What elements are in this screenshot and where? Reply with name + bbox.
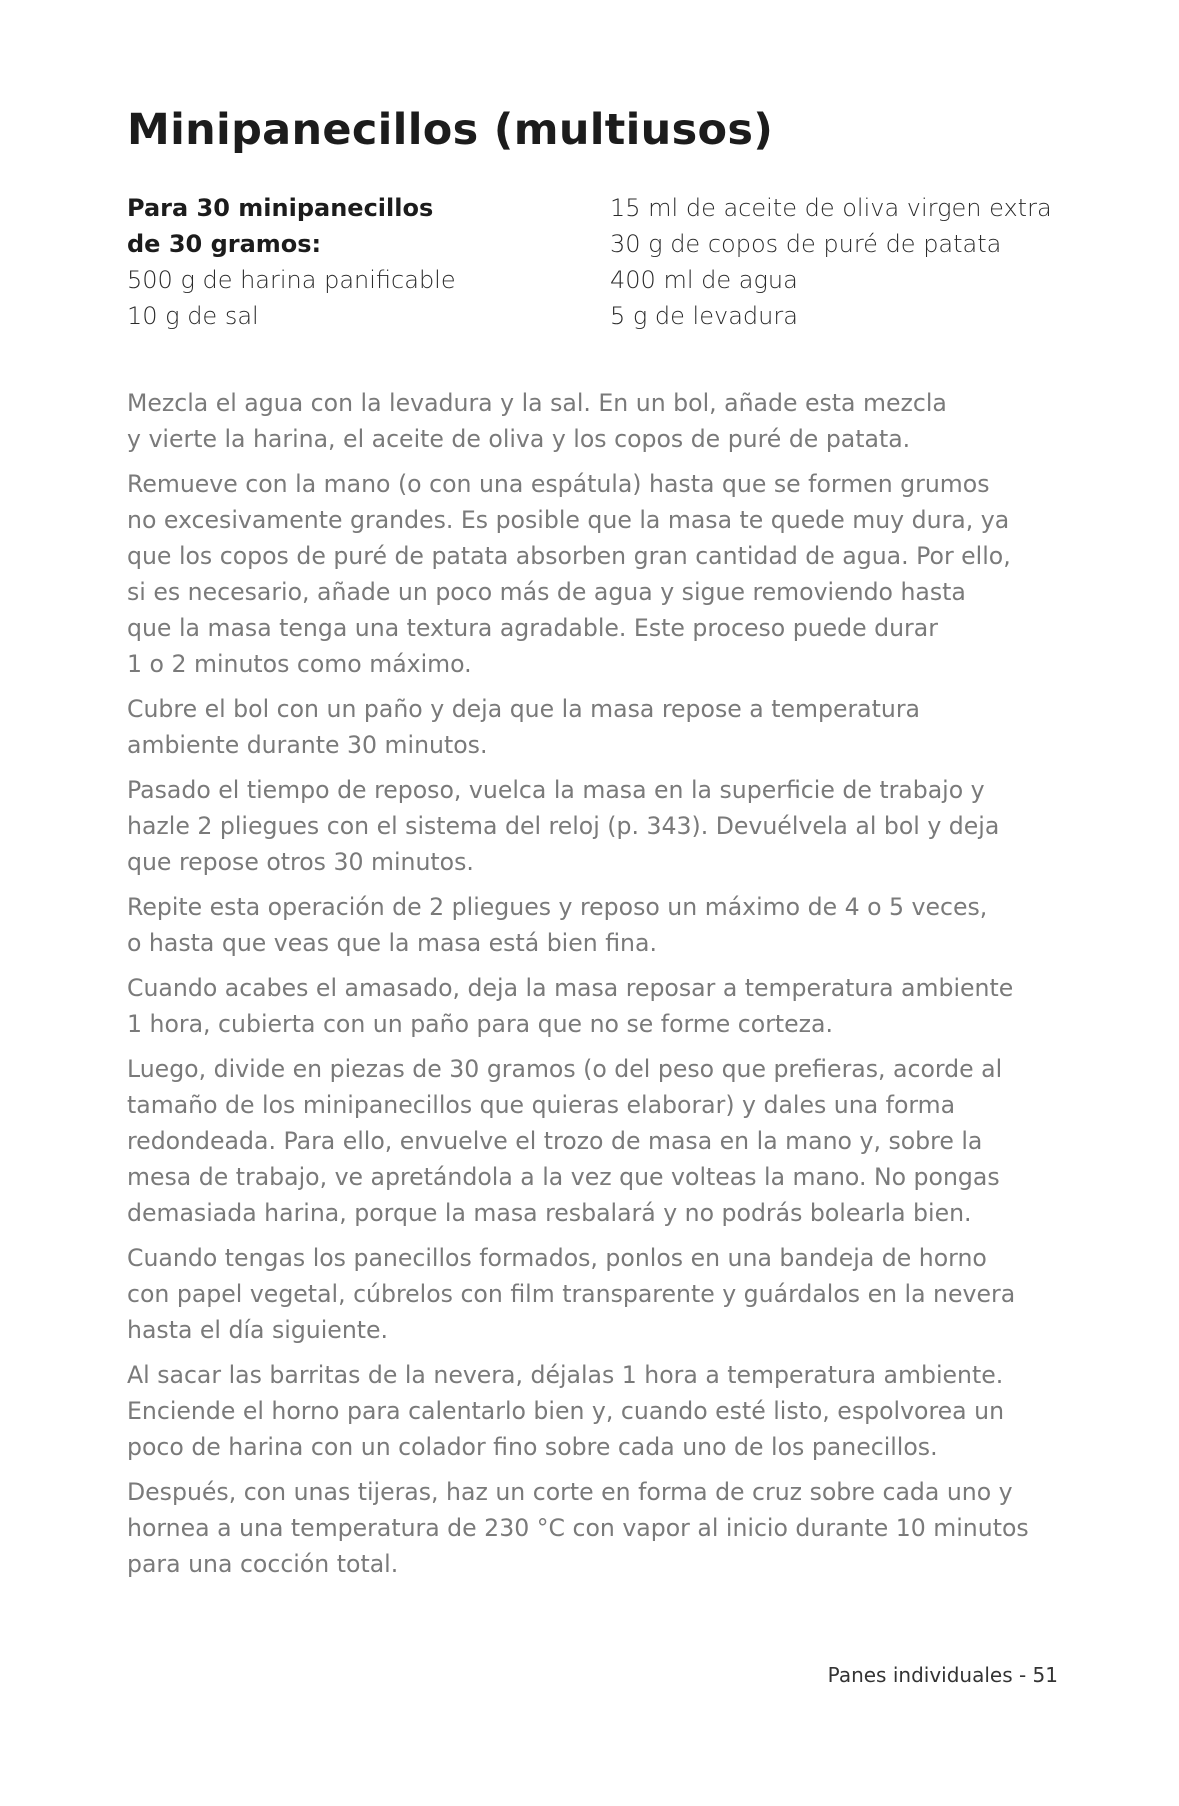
paragraph-line: Cuando tengas los panecillos formados, ponlos en una bandeja de horno xyxy=(127,1244,987,1272)
paragraph-line: Enciende el horno para calentarlo bien y, cuando esté listo, espolvorea un xyxy=(127,1397,1005,1425)
method-paragraph xyxy=(127,466,1077,682)
paragraph-line: que repose otros 30 minutos. xyxy=(127,848,474,876)
paragraph-line: demasiada harina, porque la masa resbalará y no podrás bolearla bien. xyxy=(127,1199,972,1227)
method-paragraph xyxy=(127,691,1077,763)
paragraph-line: para una cocción total. xyxy=(127,1550,399,1578)
paragraph-line: ambiente durante 30 minutos. xyxy=(127,731,488,759)
method-text xyxy=(127,385,1077,1591)
ingredients-heading-line: Para 30 minipanecillos xyxy=(127,194,434,222)
paragraph-line: Al sacar las barritas de la nevera, déjalas 1 hora a temperatura ambiente. xyxy=(127,1361,1004,1389)
recipe-title: Minipanecillos (multiusos) xyxy=(127,105,774,155)
ingredient-line: 500 g de harina panificable xyxy=(127,266,456,294)
page-footer: Panes individuales - 51 xyxy=(827,1663,1058,1687)
ingredient-line: 10 g de sal xyxy=(127,302,259,330)
method-paragraph xyxy=(127,1357,1077,1465)
method-paragraph xyxy=(127,385,1077,457)
paragraph-line: que la masa tenga una textura agradable. Este proceso puede durar xyxy=(127,614,938,642)
paragraph-line: 1 o 2 minutos como máximo. xyxy=(127,650,472,678)
method-paragraph xyxy=(127,889,1077,961)
paragraph-line: o hasta que veas que la masa está bien fina. xyxy=(127,929,657,957)
paragraph-line: Mezcla el agua con la levadura y la sal. En un bol, añade esta mezcla xyxy=(127,389,947,417)
paragraph-line: Luego, divide en piezas de 30 gramos (o del peso que prefieras, acorde al xyxy=(127,1055,1003,1083)
paragraph-line: poco de harina con un colador fino sobre cada uno de los panecillos. xyxy=(127,1433,938,1461)
ingredient-line: 30 g de copos de puré de patata xyxy=(610,230,1002,258)
paragraph-line: Pasado el tiempo de reposo, vuelca la masa en la superficie de trabajo y xyxy=(127,776,985,804)
paragraph-line: no excesivamente grandes. Es posible que la masa te quede muy dura, ya xyxy=(127,506,1010,534)
method-paragraph xyxy=(127,1240,1077,1348)
paragraph-line: si es necesario, añade un poco más de agua y sigue removiendo hasta xyxy=(127,578,966,606)
paragraph-line: Después, con unas tijeras, haz un corte en forma de cruz sobre cada uno y xyxy=(127,1478,1013,1506)
paragraph-line: con papel vegetal, cúbrelos con film transparente y guárdalos en la nevera xyxy=(127,1280,1016,1308)
paragraph-line: que los copos de puré de patata absorben gran cantidad de agua. Por ello, xyxy=(127,542,1011,570)
paragraph-line: redondeada. Para ello, envuelve el trozo de masa en la mano y, sobre la xyxy=(127,1127,983,1155)
paragraph-line: hasta el día siguiente. xyxy=(127,1316,389,1344)
paragraph-line: y vierte la harina, el aceite de oliva y los copos de puré de patata. xyxy=(127,425,911,453)
method-paragraph xyxy=(127,970,1077,1042)
ingredient-line: 5 g de levadura xyxy=(610,302,798,330)
ingredient-line: 15 ml de aceite de oliva virgen extra xyxy=(610,194,1052,222)
ingredients-right-column xyxy=(610,190,1080,334)
paragraph-line: Cuando acabes el amasado, deja la masa reposar a temperatura ambiente xyxy=(127,974,1014,1002)
ingredient-line: 400 ml de agua xyxy=(610,266,798,294)
paragraph-line: hornea a una temperatura de 230 °C con vapor al inicio durante 10 minutos xyxy=(127,1514,1029,1542)
paragraph-line: Remueve con la mano (o con una espátula) hasta que se formen grumos xyxy=(127,470,990,498)
method-paragraph xyxy=(127,1474,1077,1582)
paragraph-line: hazle 2 pliegues con el sistema del reloj (p. 343). Devuélvela al bol y deja xyxy=(127,812,1000,840)
method-paragraph xyxy=(127,1051,1077,1231)
ingredients-left-column xyxy=(127,190,597,334)
paragraph-line: mesa de trabajo, ve apretándola a la vez que volteas la mano. No pongas xyxy=(127,1163,1000,1191)
paragraph-line: Cubre el bol con un paño y deja que la masa repose a temperatura xyxy=(127,695,920,723)
paragraph-line: Repite esta operación de 2 pliegues y reposo un máximo de 4 o 5 veces, xyxy=(127,893,988,921)
paragraph-line: tamaño de los minipanecillos que quieras elaborar) y dales una forma xyxy=(127,1091,956,1119)
method-paragraph xyxy=(127,772,1077,880)
paragraph-line: 1 hora, cubierta con un paño para que no se forme corteza. xyxy=(127,1010,834,1038)
ingredients-heading-line: de 30 gramos: xyxy=(127,230,322,258)
